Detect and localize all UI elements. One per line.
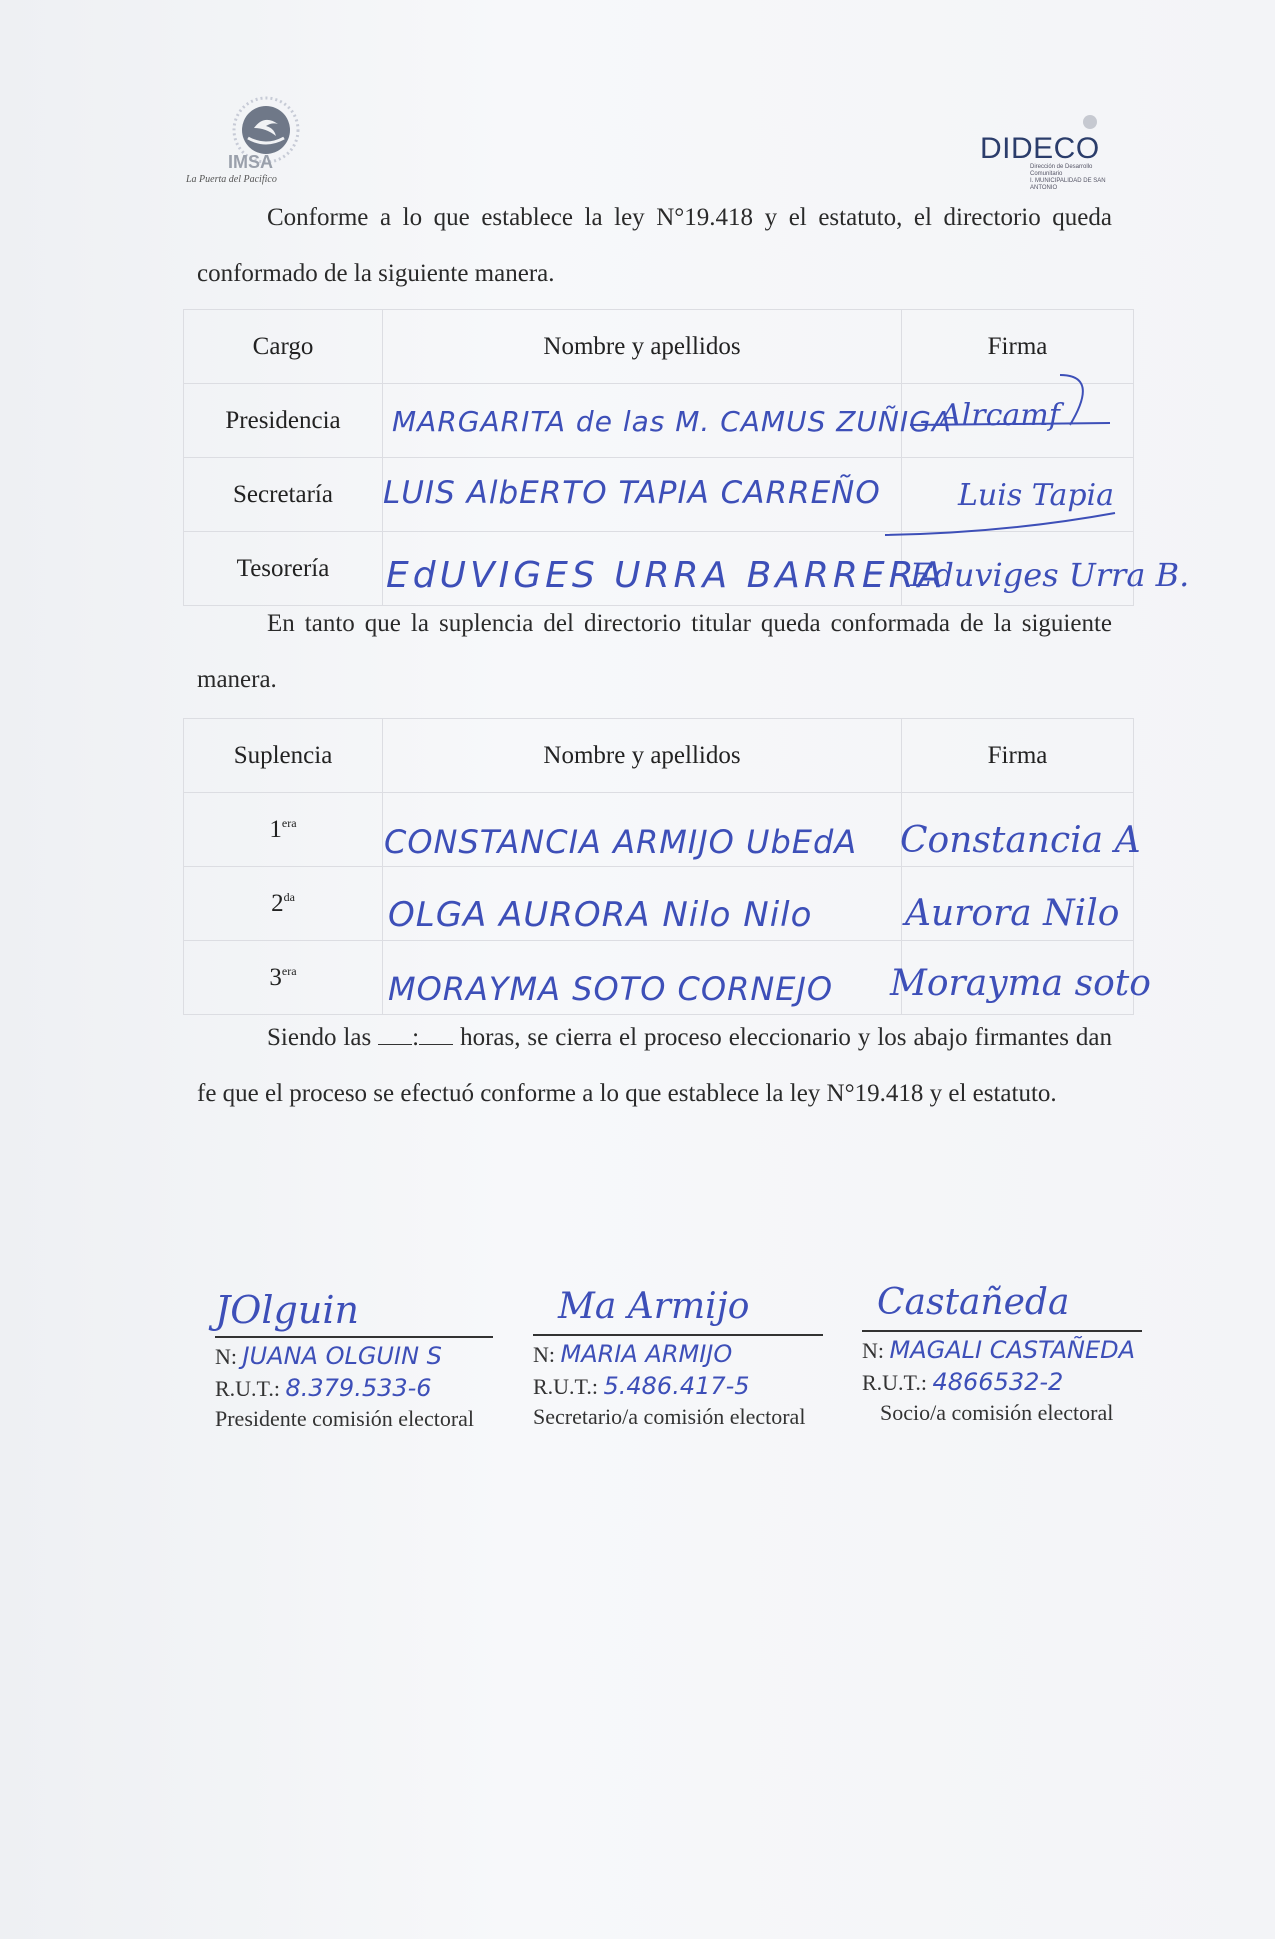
header-suplencia: Suplencia: [184, 719, 383, 793]
header-nombre: Nombre y apellidos: [383, 719, 902, 793]
intro-paragraph: Conforme a lo que establece la ley N°19.418 y el estatuto, el directorio queda conformado de la siguiente manera.: [197, 204, 1112, 287]
signature-line: [862, 1330, 1142, 1332]
signature-tesoreria: Eduviges Urra B.: [910, 556, 1190, 594]
signature-line: [533, 1334, 823, 1336]
signature-presidencia-flourish: [890, 365, 1130, 445]
signature-suplente-1: Constancia A: [900, 820, 1141, 861]
signer-signature: Castañeda: [877, 1282, 1070, 1323]
cargo-cell: Tesorería: [184, 532, 383, 606]
minute-blank: [419, 1022, 453, 1045]
cargo-cell: Presidencia: [184, 384, 383, 458]
signer-rut-row: R.U.T.: 4866532-2: [862, 1368, 1064, 1396]
header-cargo: Cargo: [184, 310, 383, 384]
handwritten-name: MARGARITA de las M. CAMUS ZUÑIGA: [392, 405, 952, 438]
signer-rut-row: R.U.T.: 8.379.533-6: [215, 1374, 432, 1402]
handwritten-name: CONSTANCIA ARMIJO UbEdA: [384, 823, 858, 861]
dideco-logo-text: DIDECO: [980, 132, 1100, 165]
table-header-row: [184, 719, 1134, 793]
signature-line: [215, 1336, 493, 1338]
signer-role: Socio/a comisión electoral: [880, 1400, 1114, 1425]
signer-signature: Ma Armijo: [558, 1286, 750, 1327]
signer-role: Secretario/a comisión electoral: [533, 1404, 806, 1429]
signature-secretaria-flourish: [875, 495, 1135, 555]
imsa-logo: [186, 90, 336, 200]
header-nombre: Nombre y apellidos: [383, 310, 902, 384]
signer-name-row: N: JUANA OLGUIN S: [215, 1342, 442, 1370]
handwritten-name: LUIS AlbERTO TAPIA CARREÑO: [383, 475, 881, 511]
signer-signature: JOlguin: [215, 1288, 359, 1332]
suplencia-cell: $2^{da}$: [184, 867, 383, 941]
signer-name-row: N: MAGALI CASTAÑEDA: [862, 1336, 1136, 1364]
signer-rut-row: R.U.T.: 5.486.417-5: [533, 1372, 750, 1400]
suplencia-paragraph: En tanto que la suplencia del directorio titular queda conformada de la siguiente manera.: [197, 610, 1112, 693]
handwritten-name: MORAYMA SOTO CORNEJO: [388, 970, 834, 1008]
dideco-logo: [980, 112, 1120, 191]
imsa-logo-text: IMSA: [228, 152, 273, 172]
signature-suplente-3: Morayma soto: [890, 963, 1151, 1004]
header-firma: Firma: [902, 310, 1134, 384]
closing-paragraph: Siendo las : horas, se cierra el proceso eleccionario y los abajo firmantes dan fe que el proceso se efectuó conforme a lo que establece la ley N°19.418 y el estatuto.: [197, 1024, 1113, 1107]
handwritten-name: EdUVIGES URRA BARRERA: [386, 555, 947, 596]
handwritten-name: OLGA AURORA Nilo Nilo: [388, 895, 813, 935]
dideco-subtitle: Dirección de Desarrollo Comunitario I. MUNICIPALIDAD DE SAN ANTONIO: [1030, 164, 1106, 191]
signature-suplente-2: Aurora Nilo: [905, 893, 1120, 934]
signer-name-row: N: MARIA ARMIJO: [533, 1340, 733, 1368]
signer-role: Presidente comisión electoral: [215, 1406, 475, 1431]
signature-secretaria: Luis Tapia: [958, 478, 1115, 513]
signature-presidencia: Alrcamf: [940, 398, 1060, 433]
hour-blank: [378, 1022, 412, 1045]
header-firma: Firma: [902, 719, 1134, 793]
suplencia-cell: $3^{era}$: [184, 941, 383, 1015]
imsa-tagline: La Puerta del Pacifico: [186, 174, 277, 185]
suplencia-cell: $1^{era}$: [184, 793, 383, 867]
cargo-cell: Secretaría: [184, 458, 383, 532]
